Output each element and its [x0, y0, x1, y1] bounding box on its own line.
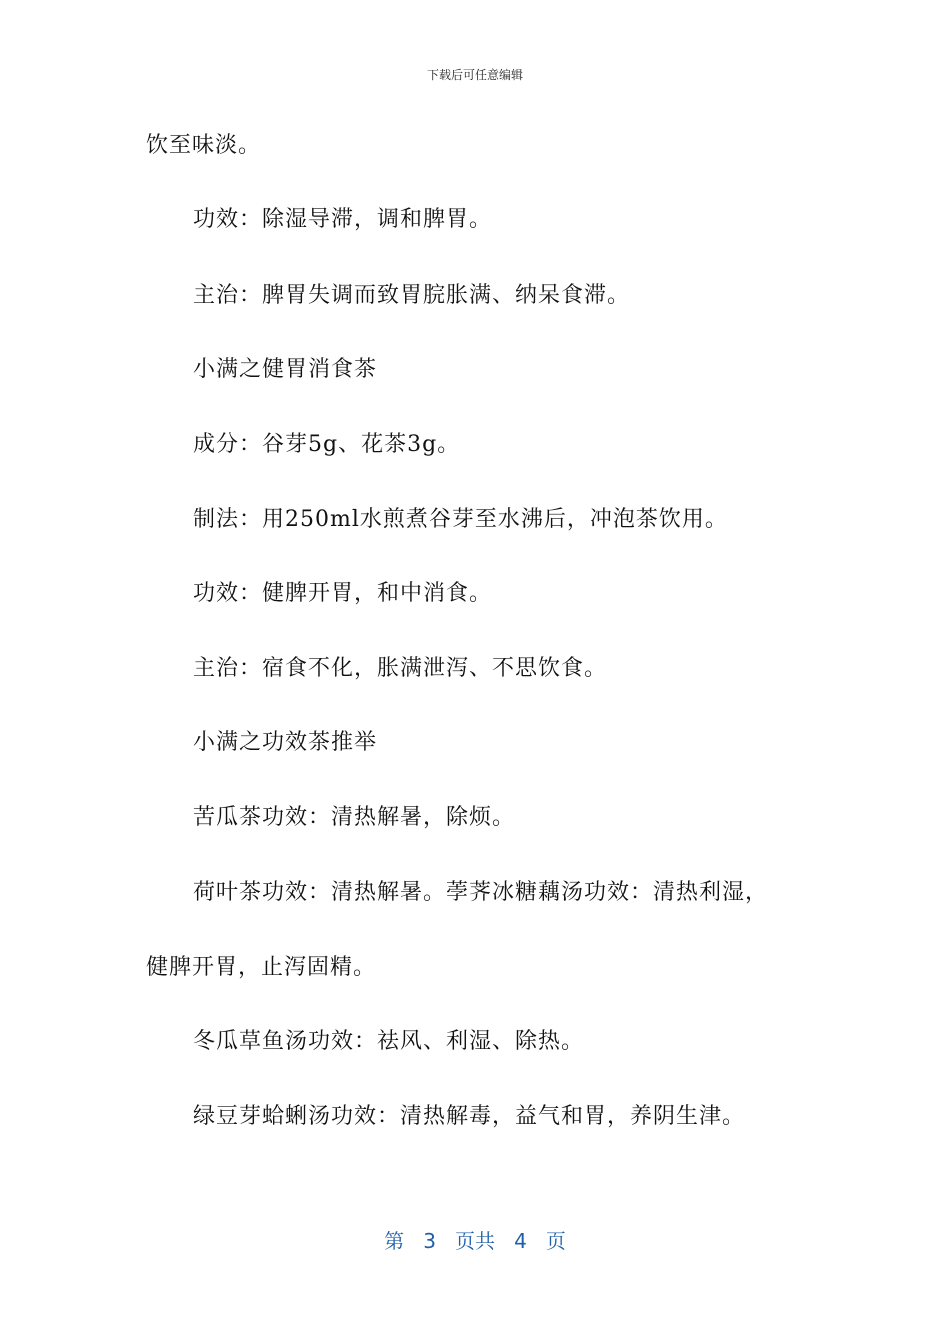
text-line: 功效：除湿导滞，调和脾胃。 — [193, 207, 493, 232]
text-line: 饮至味淡。 — [146, 133, 262, 158]
text-line: 制法：用250ml水煎煮谷芽至水沸后，冲泡茶饮用。 — [193, 507, 728, 532]
page-footer — [0, 1225, 950, 1254]
text-line: 主治：宿食不化，胀满泄泻、不思饮食。 — [193, 656, 608, 681]
text-line: 荷叶茶功效：清热解暑。荸荠冰糖藕汤功效：清热利湿， — [193, 880, 769, 905]
page-end-label: 页 — [545, 1229, 566, 1253]
total-pages: 4 — [514, 1229, 527, 1253]
page-separator: 页共 — [455, 1229, 495, 1253]
page-label: 第 — [384, 1229, 405, 1253]
page-number: 3 — [423, 1229, 436, 1253]
text-line: 绿豆芽蛤蜊汤功效：清热解毒，益气和胃，养阴生津。 — [193, 1104, 746, 1129]
text-line: 成分：谷芽5g、花茶3g。 — [193, 432, 461, 457]
text-line: 健脾开胃，止泻固精。 — [146, 955, 377, 980]
section-heading: 小满之功效茶推举 — [193, 730, 378, 755]
text-line: 主治：脾胃失调而致胃脘胀满、纳呆食滞。 — [193, 283, 631, 308]
page-header: 下载后可任意编辑 — [426, 68, 523, 82]
text-line: 苦瓜茶功效：清热解暑，除烦。 — [193, 805, 516, 830]
text-line: 功效：健脾开胃，和中消食。 — [193, 581, 493, 606]
text-line: 冬瓜草鱼汤功效：祛风、利湿、除热。 — [193, 1029, 585, 1054]
section-heading: 小满之健胃消食茶 — [193, 357, 378, 382]
